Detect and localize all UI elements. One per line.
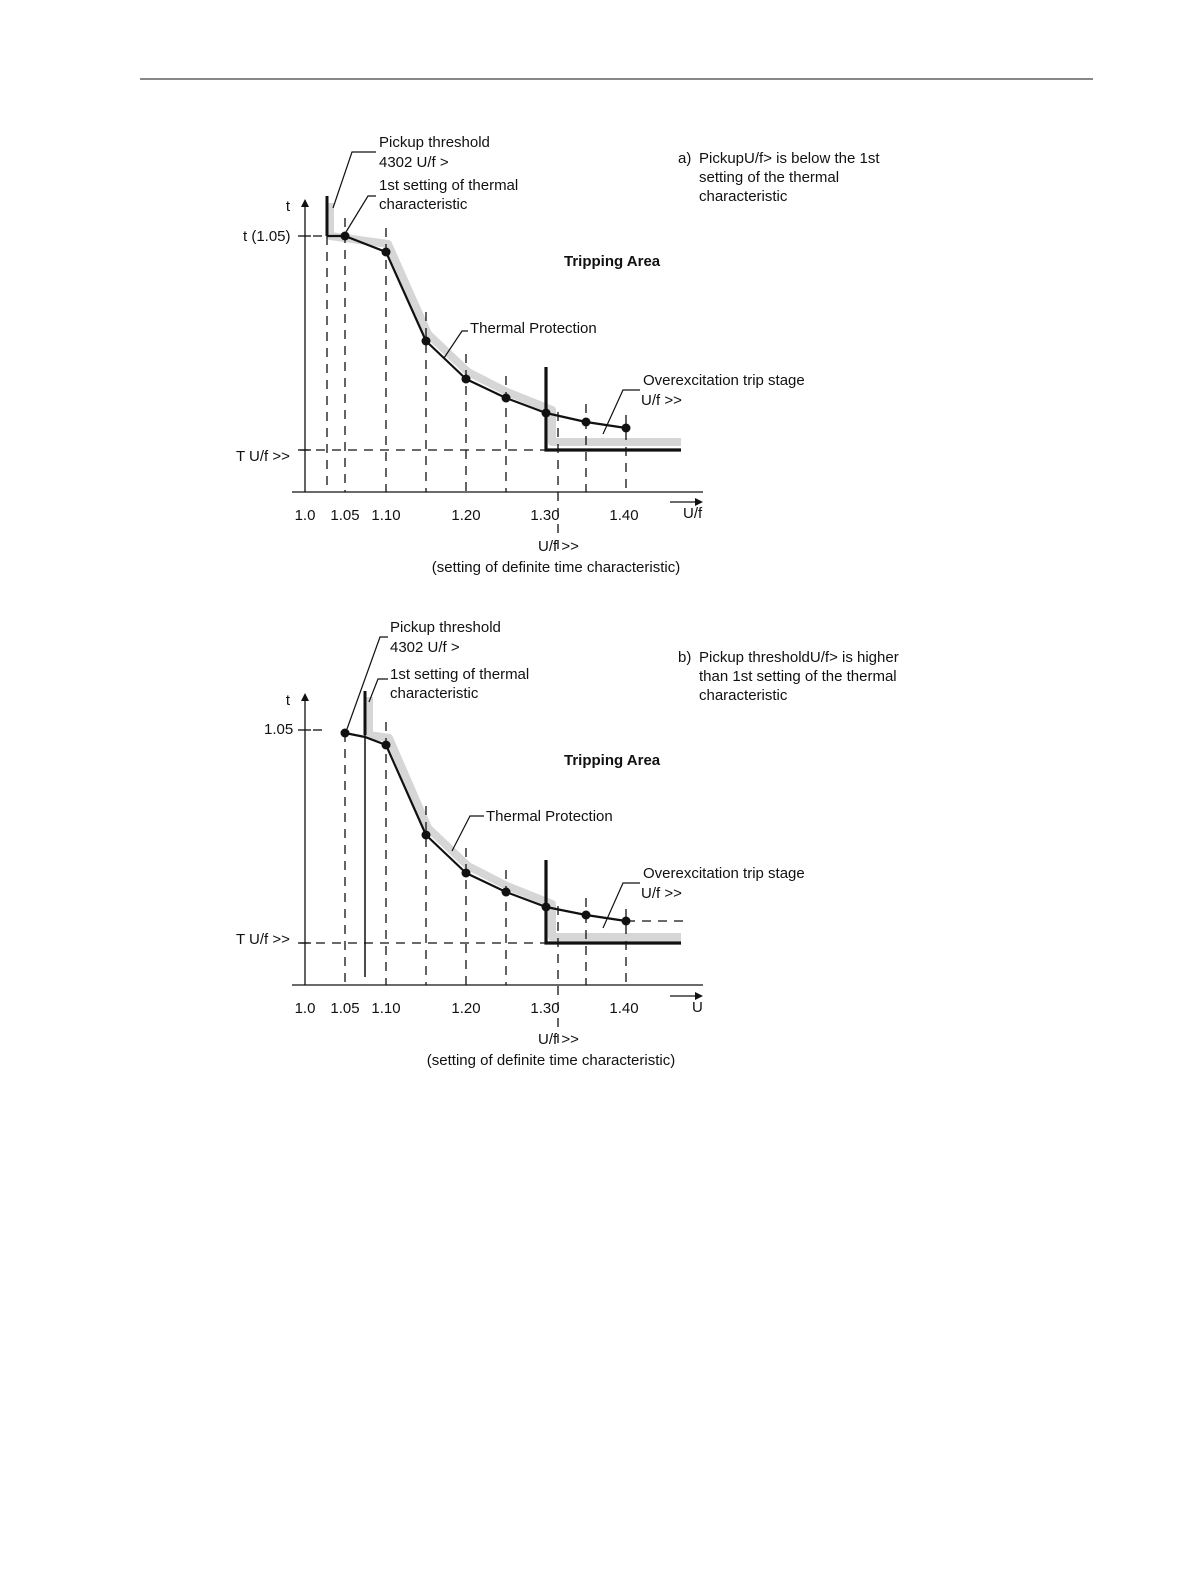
x-tick-label: 1.30 [530,1000,560,1017]
x-tick-label: 1.0 [294,507,316,524]
overexcitation-label-line2: U/f >> [641,392,682,409]
x-tick-label: 1.05 [330,1000,360,1017]
diagram-a [236,134,880,576]
case-note-marker: a) [678,150,692,167]
setting-callout-line2: characteristic [379,196,468,213]
x-tick-label: 1.30 [530,507,560,524]
x-tick-label: 1.20 [451,1000,481,1017]
t-value-label: t (1.05) [243,228,291,245]
pickup-callout-line1: Pickup threshold [390,619,501,636]
uf-marker-label: U/f >> [538,538,579,555]
callout-leaders [333,152,640,434]
T-uf-label: T U/f >> [236,448,290,465]
definite-time-note: (setting of definite time characteristic) [426,1052,676,1069]
x-tick-label: 1.10 [371,507,401,524]
case-note-line3: characteristic [699,188,788,205]
pickup-callout-line2: 4302 U/f > [379,154,449,171]
t-axis-label: t [285,692,290,709]
uf-marker-label: U/f >> [538,1031,579,1048]
x-tick-label: 1.40 [609,1000,639,1017]
x-tick-label: 1.0 [294,1000,316,1017]
t-axis-arrow-icon [301,693,309,701]
t-value-label: 1.05 [264,721,294,738]
overexcitation-label-line2: U/f >> [641,885,682,902]
case-note-line1: PickupU/f> is below the 1st [699,150,880,167]
pickup-callout-line1: Pickup threshold [379,134,490,151]
x-tick-label: 1.10 [371,1000,401,1017]
setting-callout-line1: 1st setting of thermal [379,177,519,194]
tripping-area-label: Tripping Area [564,752,661,769]
diagram-b [236,619,899,1069]
case-note-line2: setting of the thermal [699,169,840,186]
case-note-line2: than 1st setting of the thermal [699,668,897,685]
case-note-line3: characteristic [699,687,788,704]
T-uf-label: T U/f >> [236,931,290,948]
x-axis-label: U [692,999,703,1016]
pickup-callout-line2: 4302 U/f > [390,639,460,656]
tripping-area-label: Tripping Area [564,253,661,270]
thermal-protection-label: Thermal Protection [470,320,597,337]
t-axis-label: t [285,198,290,215]
thermal-protection-label: Thermal Protection [486,808,613,825]
x-tick-label: 1.05 [330,507,360,524]
case-note-line1: Pickup thresholdU/f> is higher [699,649,899,666]
t-axis-arrow-icon [301,199,309,207]
x-tick-label: 1.40 [609,507,639,524]
definite-time-note: (setting of definite time characteristic) [431,559,681,576]
x-axis-label: U/f [683,505,703,522]
overexcitation-label-line1: Overexcitation trip stage [643,372,805,389]
x-tick-label: 1.20 [451,507,481,524]
overexcitation-label-line1: Overexcitation trip stage [643,865,805,882]
case-note-marker: b) [678,649,692,666]
setting-callout-line1: 1st setting of thermal [390,666,530,683]
setting-callout-line2: characteristic [390,685,479,702]
